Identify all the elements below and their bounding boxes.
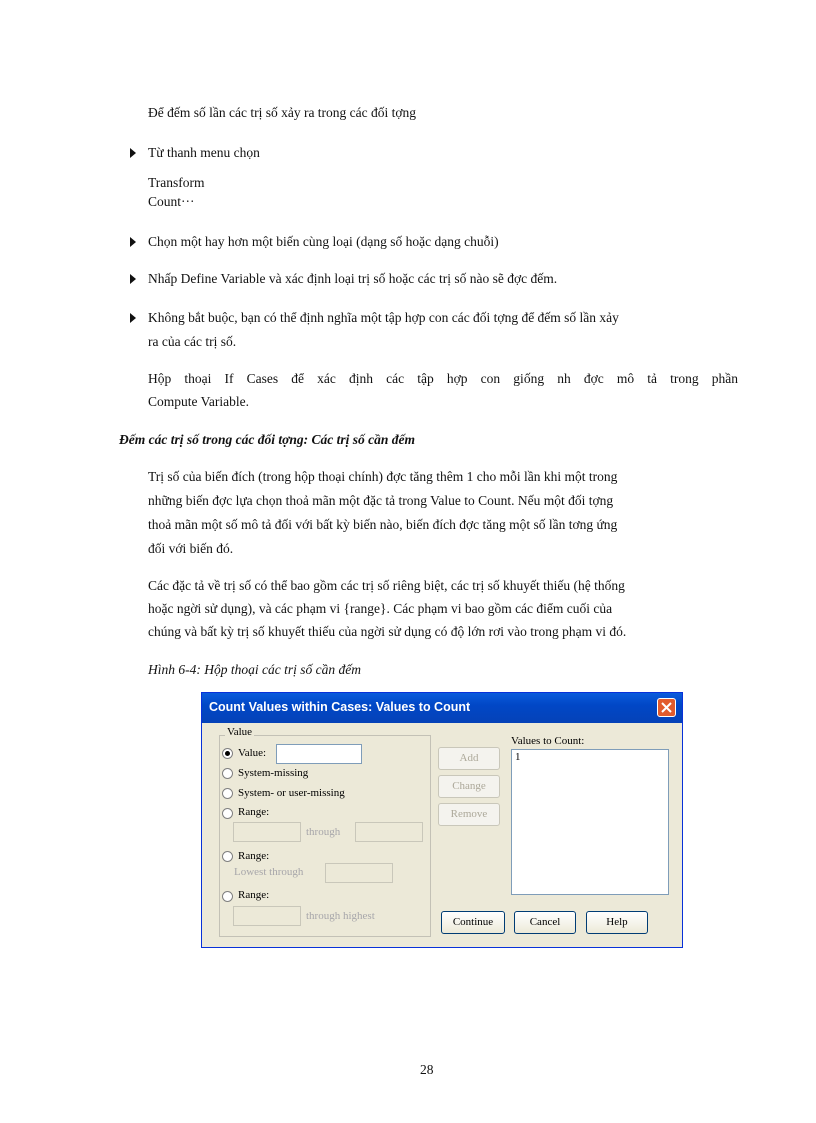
menu-transform: Transform [148,175,205,190]
through-highest-label: through highest [306,910,375,922]
value-input[interactable] [276,744,362,764]
if-cases-line-1: Hộp thoại If Cases để xác định các tập hợp con giống nh đợc mô tả trong phần [148,371,738,386]
bullet-icon [130,313,136,323]
intro-text: Để đếm số lần các trị số xảy ra trong các đối tợng [148,105,417,120]
page-number: 28 [420,1062,434,1077]
range-to-input[interactable] [355,822,423,842]
through-label: through [306,826,341,838]
bullet-icon [130,274,136,284]
figure-caption: Hình 6-4: Hộp thoại các trị số cần đếm [148,662,361,677]
range-highest-label: Range: [238,889,270,901]
bullet-icon [130,148,136,158]
bullet-icon [130,237,136,247]
through-highest-input[interactable] [233,906,301,926]
help-button[interactable]: Help [586,911,648,934]
bullet-text: Nhấp Define Variable và xác định loại trị số hoặc các trị số nào sẽ đợc đếm. [148,271,558,286]
para1-line: những biến đợc lựa chọn thoả mãn một đặc tả trong Value to Count. Nếu một đối tợng [148,493,614,508]
sys-user-missing-label: System- or user-missing [238,787,345,799]
cancel-button[interactable]: Cancel [514,911,576,934]
close-button[interactable] [657,698,676,717]
values-to-count-label: Values to Count: [511,735,585,747]
lowest-through-input[interactable] [325,863,393,883]
sys-user-missing-radio[interactable] [222,788,233,799]
para2-line: chúng và bất kỳ trị số khuyết thiếu của ngời sử dụng có độ lớn rơi vào trong phạm vi đó. [148,624,627,639]
value-radio[interactable] [222,748,233,759]
range-label: Range: [238,806,270,818]
system-missing-radio[interactable] [222,768,233,779]
close-icon [661,702,672,713]
range-from-input[interactable] [233,822,301,842]
bullet-text: Từ thanh menu chọn [148,145,260,160]
para2-line: Các đặc tả về trị số có thể bao gồm các trị số riêng biệt, các trị số khuyết thiếu (hệ thống [148,578,625,593]
section-heading: Đếm các trị số trong các đối tợng: Các trị số cần đếm [119,432,415,447]
bullet-text-cont: ra của các trị số. [148,334,237,349]
range-highest-radio[interactable] [222,891,233,902]
bullet-text: Chọn một hay hơn một biến cùng loại (dạng số hoặc dạng chuỗi) [148,234,499,249]
menu-count: Count··· [148,194,195,209]
remove-button[interactable]: Remove [438,803,500,826]
para1-line: đối với biến đó. [148,541,234,556]
range-lowest-radio[interactable] [222,851,233,862]
lowest-through-label: Lowest through [234,866,304,878]
value-group-label: Value [227,726,253,738]
bullet-text: Không bắt buộc, bạn có thể định nghĩa một tập hợp con các đối tợng để đếm số lần xảy [148,310,619,325]
para1-line: thoả mãn một số mô tả đối với bất kỳ biến nào, biến đích đợc tăng một số lần tơng ứng [148,517,618,532]
para2-line: hoặc ngời sử dụng), và các phạm vi {range}. Các phạm vi bao gồm các điểm cuối của [148,601,613,616]
continue-button[interactable]: Continue [441,911,505,934]
dialog-title-bar[interactable] [202,693,682,723]
change-button[interactable]: Change [438,775,500,798]
values-to-count-list[interactable] [511,749,669,895]
value-label: Value: [238,747,267,759]
dialog-title: Count Values within Cases: Values to Count [209,700,471,714]
range-lowest-label: Range: [238,850,270,862]
system-missing-label: System-missing [238,767,309,779]
if-cases-line-2: Compute Variable. [148,394,249,409]
para1-line: Trị số của biến đích (trong hộp thoại chính) đợc tăng thêm 1 cho mỗi lần khi một trong [148,469,618,484]
range-radio[interactable] [222,808,233,819]
list-item[interactable]: 1 [515,751,521,763]
add-button[interactable]: Add [438,747,500,770]
